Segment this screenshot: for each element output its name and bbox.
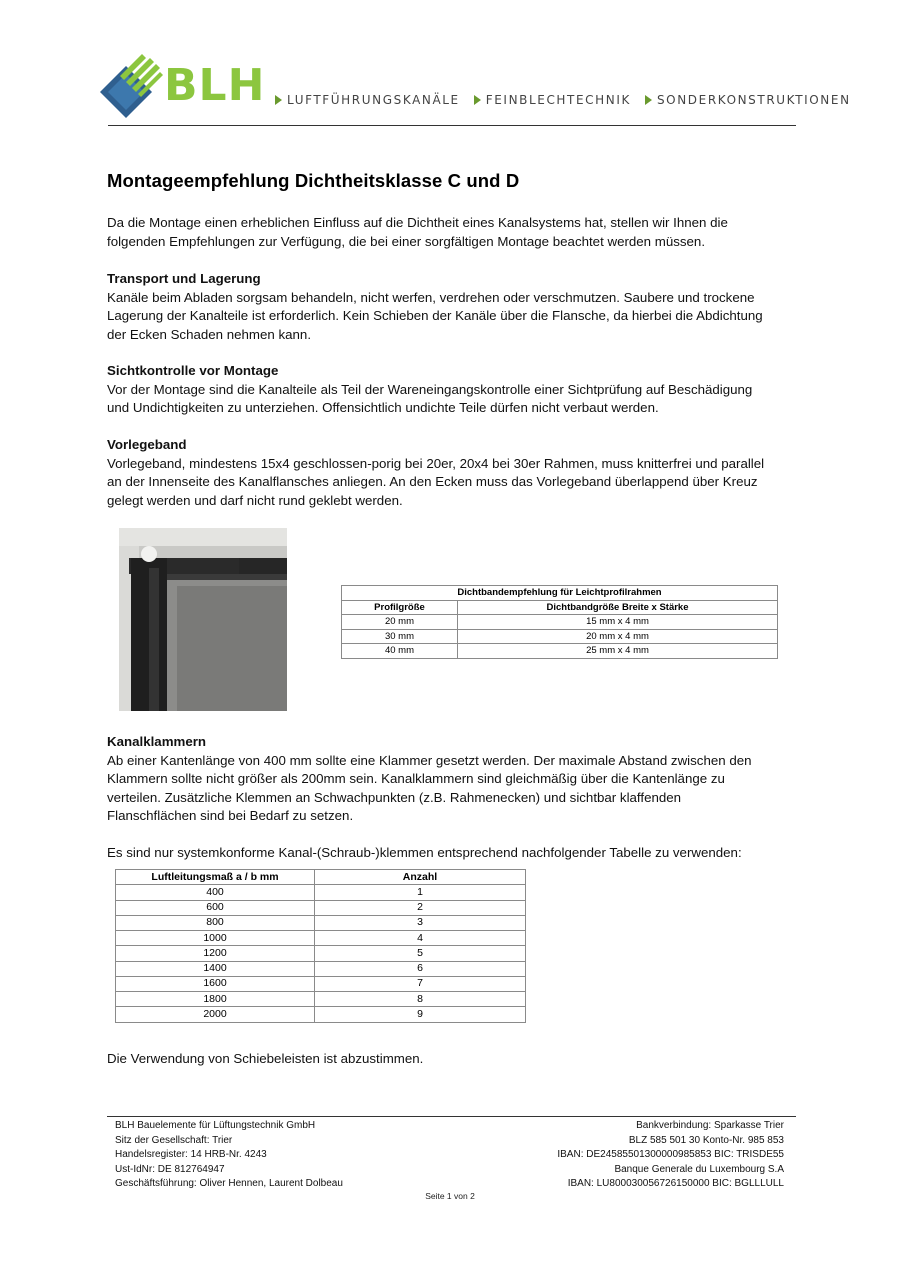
footer-divider <box>107 1116 796 1117</box>
tagline-item: SONDERKONSTRUKTIONEN <box>645 93 851 107</box>
section-sichtkontrolle: Sichtkontrolle vor Montage Vor der Montage sind die Kanalteile als Teil der Wareneingangskontrolle einer Sichtprüfung auf Beschädigung und Undichtigkeiten zu unterziehen. Offensichtlich undichte Teile dürfen nicht verbaut werden. <box>107 362 797 418</box>
tagline-item: FEINBLECHTECHNIK <box>474 93 631 107</box>
section-heading: Sichtkontrolle vor Montage <box>107 363 279 378</box>
table-row: 600 2 <box>116 900 526 915</box>
table-row: 1400 6 <box>116 961 526 976</box>
sealing-tape-photo <box>119 528 287 711</box>
triangle-icon <box>645 95 652 105</box>
page-title: Montageempfehlung Dichtheitsklasse C und D <box>107 170 520 191</box>
table-header-row: Luftleitungsmaß a / b mm Anzahl <box>116 870 526 885</box>
footer-company-info: BLH Bauelemente für Lüftungstechnik GmbH Sitz der Gesellschaft: Trier Handelsregister: 14 HRB-Nr. 4243 Ust-IdNr: DE 812764947 Geschäftsführung: Oliver Hennen, Laurent Dolbeau <box>115 1120 343 1189</box>
section-kanalklammern: Kanalklammern Ab einer Kantenlänge von 400 mm sollte eine Klammer gesetzt werden. Der maximale Abstand zwischen den Klammern sollte nicht größer als 200mm sein. Kanalklammern sind gleichmäßig über die Kantenlänge zu verteilen. Zusätzliche Klemmen an Schwachpunkten (z.B. Rahmenecken) und sichtbar klaffenden Flanschflächen sind bei Bedarf zu setzen. <box>107 733 797 826</box>
photo-image <box>119 528 287 711</box>
header-divider <box>108 125 796 126</box>
clamp-table-intro: Es sind nur systemkonforme Kanal-(Schraub-)klemmen entsprechend nachfolgender Tabelle zu verwenden: <box>107 845 742 860</box>
table-row: 800 3 <box>116 915 526 930</box>
taglines <box>275 93 851 107</box>
footer-bank-info: Bankverbindung: Sparkasse Trier BLZ 585 501 30 Konto-Nr. 985 853 IBAN: DE24585501300000985853 BIC: TRISDE55 Banque Generale du Luxembourg S.A IBAN: LU800030056726150000 BIC: BGLLLULL <box>557 1120 784 1189</box>
table-header-row: Profilgröße Dichtbandgröße Breite x Stärke <box>342 600 778 615</box>
table-row: 1800 8 <box>116 992 526 1007</box>
logo-text: BLH <box>164 60 266 111</box>
table-row: 40 mm 25 mm x 4 mm <box>342 644 778 659</box>
table-row: 1200 5 <box>116 946 526 961</box>
clamp-count-table <box>115 869 526 1023</box>
table-row: 1600 7 <box>116 976 526 991</box>
closing-note: Die Verwendung von Schiebeleisten ist abzustimmen. <box>107 1051 424 1066</box>
letterhead <box>100 46 851 128</box>
seal-band-table <box>341 585 778 659</box>
section-heading: Kanalklammern <box>107 734 207 749</box>
section-heading: Vorlegeband <box>107 437 187 452</box>
table-row: 30 mm 20 mm x 4 mm <box>342 629 778 644</box>
table-title-row: Dichtbandempfehlung für Leichtprofilrahmen <box>342 586 778 601</box>
triangle-icon <box>474 95 481 105</box>
tagline-item: LUFTFÜHRUNGSKANÄLE <box>275 93 460 107</box>
table-row: 2000 9 <box>116 1007 526 1022</box>
page-number: Seite 1 von 2 <box>425 1191 475 1201</box>
table-row: 400 1 <box>116 885 526 900</box>
triangle-icon <box>275 95 282 105</box>
intro-paragraph: Da die Montage einen erheblichen Einfluss auf die Dichtheit eines Kanalsystems hat, stellen wir Ihnen die folgenden Empfehlungen zur Verfügung, die bei einer sorgfältigen Montage beachtet werden müssen. <box>107 215 728 249</box>
section-transport: Transport und Lagerung Kanäle beim Abladen sorgsam behandeln, nicht werfen, verdrehen oder verschmutzen. Saubere und trockene Lagerung der Kanalteile ist erforderlich. Kein Schieben der Kanäle über die Flansche, da hierbei die Abdichtung der Ecken Schaden nehmen kann. <box>107 270 797 344</box>
section-heading: Transport und Lagerung <box>107 271 261 286</box>
table-row: 20 mm 15 mm x 4 mm <box>342 615 778 630</box>
blh-logo-icon <box>100 48 164 120</box>
table-row: 1000 4 <box>116 931 526 946</box>
section-vorlegeband: Vorlegeband Vorlegeband, mindestens 15x4 geschlossen-porig bei 20er, 20x4 bei 30er Rahmen, muss knitterfrei und parallel an der Innenseite des Kanalflansches anliegen. An den Ecken muss das Vorlegeband überlappend über Kreuz gelegt werden und darf nicht rund geklebt werden. <box>107 436 797 510</box>
